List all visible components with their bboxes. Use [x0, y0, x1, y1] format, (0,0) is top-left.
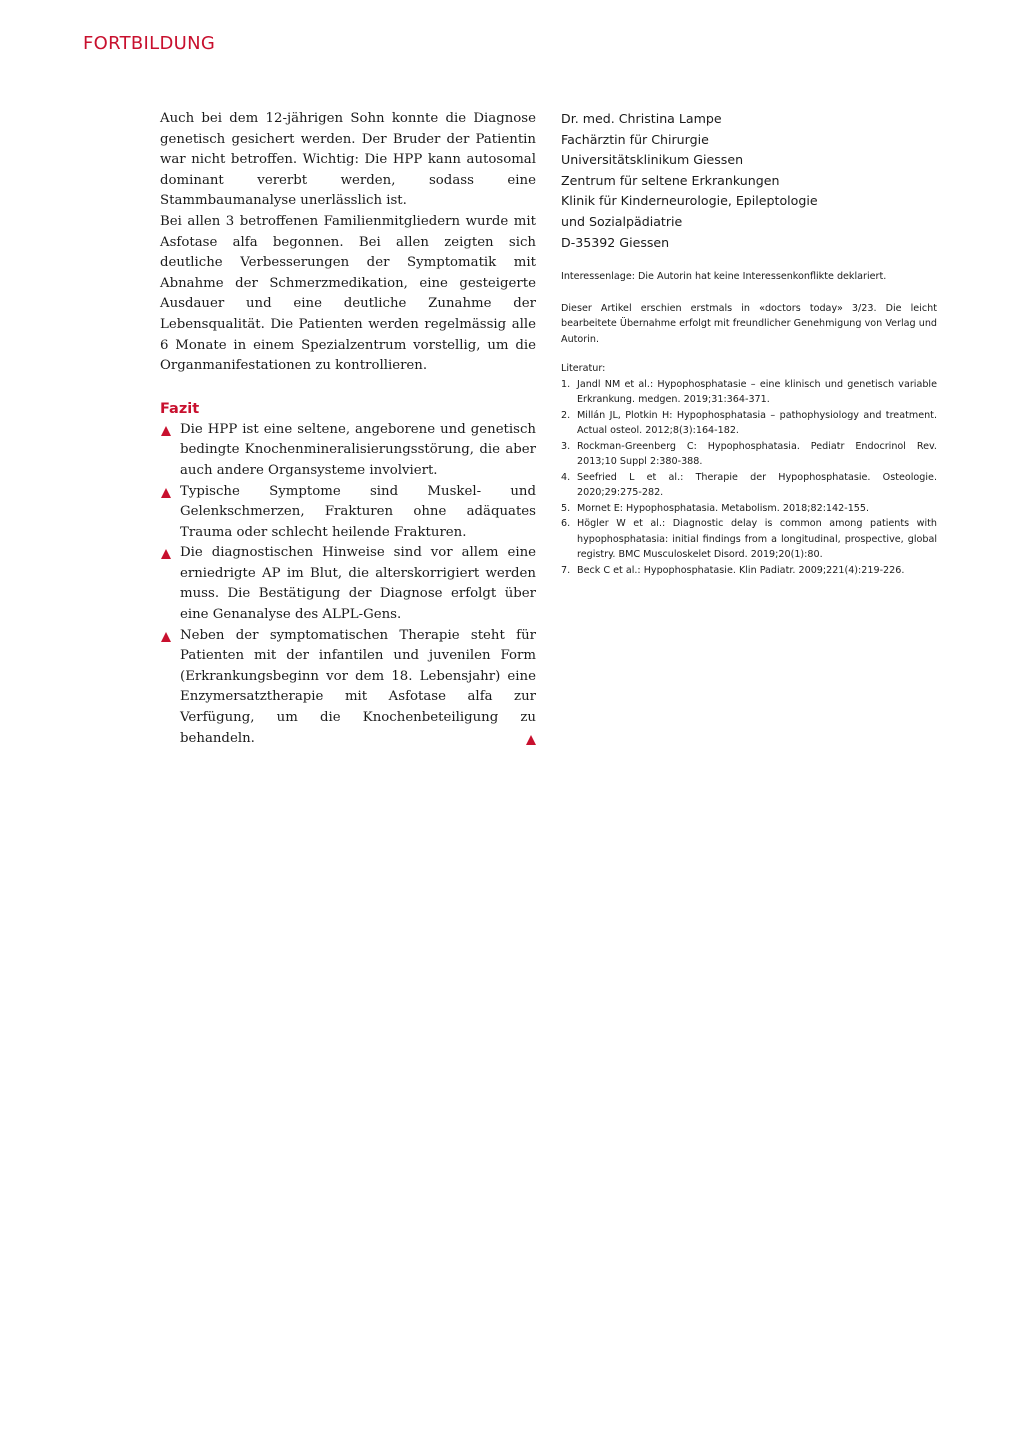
sidebar-column [561, 109, 937, 578]
fazit-item-text: Typische Symptome sind Muskel- und Gelenkschmerzen, Frakturen ohne adäquates Trauma oder schlecht heilende Frakturen. [180, 483, 536, 540]
triangle-bullet-icon [161, 632, 171, 642]
reference-item: 2. Millán JL, Plotkin H: Hypophosphatasia – pathophysiology and treatment. Actual osteol. 2012;8(3):164-182. [561, 409, 937, 437]
fazit-item [160, 420, 536, 482]
fazit-list [160, 420, 536, 750]
main-text-column [160, 109, 536, 749]
end-of-article-triangle-icon [526, 735, 536, 745]
fazit-item-text: Die diagnostischen Hinweise sind vor allem eine erniedrigte AP im Blut, die alterskorrigiert werden muss. Die Bestätigung der Diagnose erfolgt über eine Genanalyse des ALPL-Gens. [180, 545, 536, 623]
triangle-bullet-icon [161, 549, 171, 559]
reference-item: 6. Högler W et al.: Diagnostic delay is common among patients with hypophosphatasia: initial findings from a longitudinal, prospective, global registry. BMC Musculoskelet Disord. 2019;20(1):80. [561, 518, 937, 561]
reprint-note: Dieser Artikel erschien erstmals in «doctors today» 3/23. Die leicht bearbeitete Übernahme erfolgt mit freundlicher Genehmigung von Verlag und Autorin. [561, 302, 937, 345]
author-line: Klinik für Kinderneurologie, Epileptologie [561, 193, 818, 209]
author-line: Universitätsklinikum Giessen [561, 152, 744, 168]
fazit-item [160, 543, 536, 625]
body-paragraph: Bei allen 3 betroffenen Familienmitgliedern wurde mit Asfotase alfa begonnen. Bei allen zeigten sich deutliche Verbesserungen der Symptomatik mit Abnahme der Schmerzmedikation, eine gesteigerte Ausdauer und eine deutliche Zunahme der Lebensqualität. Die Patienten werden regelmässig alle 6 Monate in einem Spezialzentrum vorstellig, um die Organmanifestationen zu kontrollieren. [160, 213, 536, 374]
fazit-item [160, 626, 536, 750]
author-line: Fachärztin für Chirurgie [561, 131, 709, 147]
reference-item: 7. Beck C et al.: Hypophosphatasie. Klin Padiatr. 2009;221(4):219-226. [561, 564, 905, 576]
author-line: und Sozialpädiatrie [561, 213, 683, 229]
conflict-of-interest-note: Interessenlage: Die Autorin hat keine Interessenkonflikte deklariert. [561, 271, 887, 283]
author-line: Zentrum für seltene Erkrankungen [561, 172, 780, 188]
author-line: Dr. med. Christina Lampe [561, 111, 722, 126]
fazit-item [160, 482, 536, 544]
section-label: FORTBILDUNG [83, 33, 216, 54]
triangle-bullet-icon [161, 488, 171, 498]
author-line: D-35392 Giessen [561, 234, 670, 250]
reference-item: 3. Rockman-Greenberg C: Hypophosphatasia. Pediatr Endocrinol Rev. 2013;10 Suppl 2:380-388. [561, 440, 937, 468]
body-paragraph: Auch bei dem 12-jährigen Sohn konnte die Diagnose genetisch gesichert werden. Der Bruder der Patientin war nicht betroffen. Wichtig: Die HPP kann autosomal dominant vererbt werden, sodass eine Stammbaumanalyse unerlässlich ist. [160, 111, 536, 209]
author-block [561, 109, 937, 253]
fazit-item-text: Die HPP ist eine seltene, angeborene und genetisch bedingte Knochenmineralisierungsstörung, die aber auch andere Organsysteme involviert. [180, 421, 536, 478]
reference-list [561, 377, 937, 579]
reference-item: 4. Seefried L et al.: Therapie der Hypophosphatasie. Osteologie. 2020;29:275-282. [561, 471, 937, 499]
triangle-bullet-icon [161, 426, 171, 436]
reference-item: 5. Mornet E: Hypophosphatasia. Metabolism. 2018;82:142-155. [561, 502, 870, 514]
fazit-heading: Fazit [160, 400, 200, 417]
fazit-item-text: Neben der symptomatischen Therapie steht für Patienten mit der infantilen und juvenilen Form (Erkrankungsbeginn vor dem 18. Lebensjahr) eine Enzymersatztherapie mit Asfotase alfa zur Verfügung, um die Knochenbeteiligung zu behandeln. [180, 627, 536, 746]
literature-heading: Literatur: [561, 363, 606, 375]
reference-item: 1. Jandl NM et al.: Hypophosphatasie – eine klinisch und genetisch variable Erkrankung. medgen. 2019;31:364-371. [561, 378, 937, 406]
